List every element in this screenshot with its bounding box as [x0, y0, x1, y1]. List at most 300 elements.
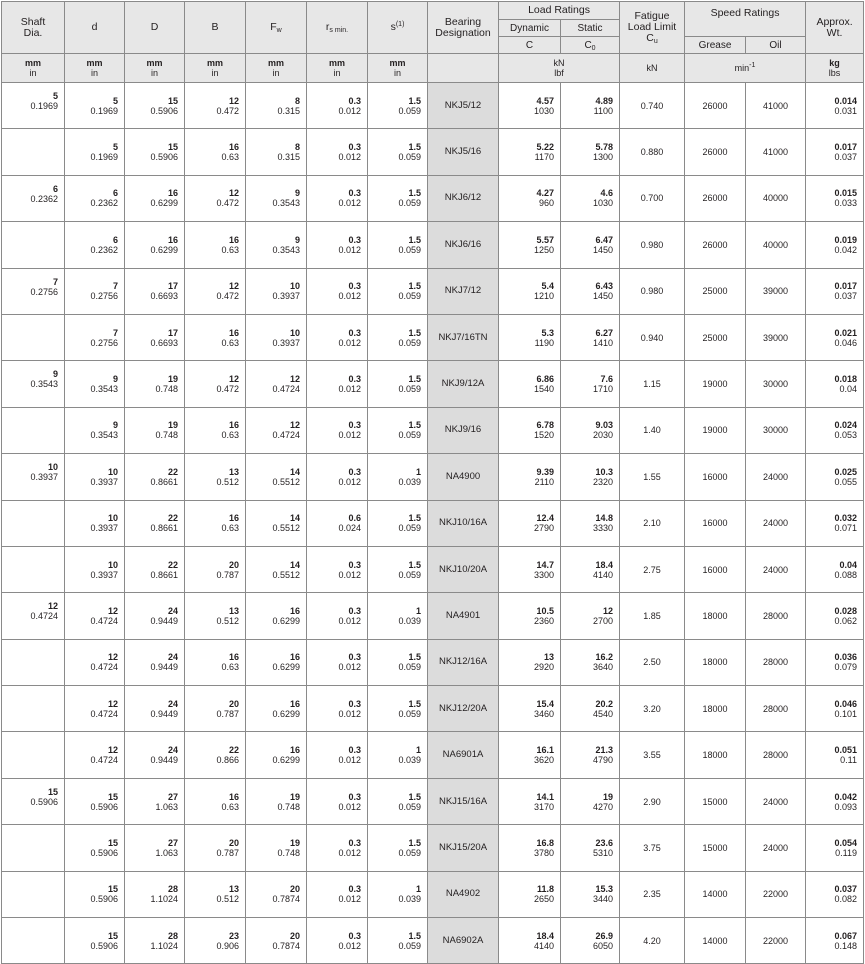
rs-cell [307, 175, 368, 221]
rs_in-value: 0.012 [338, 244, 361, 255]
D_in-value: 0.6299 [150, 198, 178, 209]
designation-cell: NKJ5/16 [428, 129, 499, 175]
s_in-value: 0.059 [398, 105, 421, 116]
wt_kg-value: 0.014 [834, 95, 858, 106]
C_kn-value: 9.39 [536, 466, 554, 477]
table-row [2, 129, 864, 175]
d_in-value: 0.1969 [90, 152, 118, 163]
rs_mm-value: 0.3 [348, 95, 361, 106]
shaft_in-value: 0.2756 [30, 286, 58, 297]
shaft_in-value: 0.2362 [30, 193, 58, 204]
s_mm-value: 1.5 [408, 95, 421, 106]
grease-cell: 18000 [685, 686, 746, 732]
table-row [2, 454, 864, 500]
oil-cell: 28000 [746, 593, 806, 639]
B_mm-value: 13 [228, 605, 239, 616]
B_mm-value: 12 [228, 95, 239, 106]
C0_kn-value: 6.43 [595, 281, 614, 292]
Fw_mm-value: 9 [294, 234, 300, 245]
D_in-value: 1.1024 [150, 894, 178, 905]
C_kn-value: 16.1 [536, 745, 554, 756]
Cu-cell: 3.75 [620, 825, 685, 871]
D-cell [125, 83, 185, 129]
grease-cell: 26000 [685, 222, 746, 268]
s_mm-value: 1 [415, 745, 421, 756]
D_mm-value: 24 [167, 745, 178, 756]
d-cell [65, 314, 125, 360]
oil-cell: 40000 [746, 175, 806, 221]
rs_in-value: 0.012 [338, 291, 361, 302]
designation-cell: NKJ7/16TN [428, 314, 499, 360]
wt_lbs-value: 0.071 [834, 523, 858, 534]
D-cell [125, 593, 185, 639]
rs_mm-value: 0.3 [348, 420, 361, 431]
header-d: d [65, 2, 125, 54]
B_in-value: 0.906 [216, 940, 239, 951]
unit-cell-weight: kg lbs [806, 54, 864, 83]
header-s: $s^{(1)}$ [368, 2, 428, 54]
rs_mm-value: 0.3 [348, 281, 361, 292]
s-cell [368, 732, 428, 778]
C_kn-value: 14.1 [536, 791, 554, 802]
B_mm-value: 23 [228, 930, 239, 941]
Cu-cell: 2.75 [620, 546, 685, 592]
wt_lbs-value: 0.046 [834, 337, 858, 348]
oil-cell: 40000 [746, 222, 806, 268]
rs_mm-value: 0.3 [348, 837, 361, 848]
d_mm-value: 5 [112, 95, 118, 106]
header-fatigue-load-limit: Fatigue Load Limit $C_u$ [620, 2, 685, 54]
s-cell [368, 639, 428, 685]
C0_lbf-value: 5310 [592, 847, 614, 858]
d_mm-value: 15 [107, 791, 118, 802]
C_kn-value: 14.7 [536, 559, 554, 570]
table-row [2, 361, 864, 407]
Cu-cell: 4.20 [620, 918, 685, 964]
designation-cell: NKJ15/16A [428, 778, 499, 824]
C0-cell [561, 871, 620, 917]
Fw_mm-value: 16 [289, 652, 300, 663]
rs_in-value: 0.012 [338, 615, 361, 626]
D_mm-value: 24 [167, 652, 178, 663]
designation-cell: NA6901A [428, 732, 499, 778]
wt_kg-value: 0.028 [834, 605, 858, 616]
shaft_in-value: 0.5906 [30, 796, 58, 807]
C0_lbf-value: 2030 [592, 430, 614, 441]
s_mm-value: 1 [415, 466, 421, 477]
oil-cell: 41000 [746, 129, 806, 175]
B_in-value: 0.63 [221, 152, 239, 163]
grease-cell: 19000 [685, 361, 746, 407]
unit-cell: mm in [368, 54, 428, 83]
C0_lbf-value: 1410 [592, 337, 614, 348]
Fw_in-value: 0.5512 [272, 476, 300, 487]
s_mm-value: 1 [415, 884, 421, 895]
rs-cell [307, 732, 368, 778]
D-cell [125, 175, 185, 221]
Fw-cell [246, 314, 307, 360]
C-cell [499, 268, 561, 314]
C0_lbf-value: 3330 [592, 523, 614, 534]
C-cell [499, 686, 561, 732]
d_mm-value: 6 [112, 188, 118, 199]
d_in-value: 0.3937 [90, 476, 118, 487]
rs_mm-value: 0.3 [348, 234, 361, 245]
wt_kg-cell [806, 129, 864, 175]
s_mm-value: 1.5 [408, 791, 421, 802]
B_in-value: 0.63 [221, 337, 239, 348]
D-cell [125, 361, 185, 407]
D_in-value: 0.6693 [150, 337, 178, 348]
table-row [2, 407, 864, 453]
wt_kg-cell [806, 454, 864, 500]
Fw_mm-value: 12 [289, 374, 300, 385]
Fw-cell [246, 268, 307, 314]
C0-cell [561, 314, 620, 360]
C_lbf-value: 3170 [533, 801, 554, 812]
C_lbf-value: 1170 [534, 152, 554, 163]
Fw_in-value: 0.6299 [272, 708, 300, 719]
header-load-ratings: Load Ratings [499, 2, 620, 20]
d-cell [65, 918, 125, 964]
d_in-value: 0.3543 [90, 384, 118, 395]
Cu-cell: 0.740 [620, 83, 685, 129]
C-cell [499, 454, 561, 500]
s_mm-value: 1.5 [408, 327, 421, 338]
B-cell [185, 732, 246, 778]
C0-cell [561, 222, 620, 268]
d_mm-value: 12 [107, 605, 118, 616]
C0-cell [561, 778, 620, 824]
grease-cell: 16000 [685, 546, 746, 592]
C0-cell [561, 593, 620, 639]
D_in-value: 0.8661 [150, 569, 178, 580]
shaft-cell [2, 593, 65, 639]
shaft-cell [2, 454, 65, 500]
grease-cell: 16000 [685, 454, 746, 500]
Fw_mm-value: 8 [294, 95, 300, 106]
C_kn-value: 12.4 [536, 513, 554, 524]
Fw_mm-value: 8 [294, 142, 300, 153]
d-cell [65, 268, 125, 314]
C_kn-value: 5.3 [541, 327, 554, 338]
grease-cell: 26000 [685, 83, 746, 129]
unit-cell-empty [428, 54, 499, 83]
header-B: B [185, 2, 246, 54]
d-cell [65, 361, 125, 407]
D_in-value: 0.6299 [150, 244, 178, 255]
table-row [2, 268, 864, 314]
wt_lbs-value: 0.082 [834, 894, 858, 905]
C-cell [499, 825, 561, 871]
rs-cell [307, 686, 368, 732]
designation-cell: NKJ10/16A [428, 500, 499, 546]
B_mm-value: 20 [228, 559, 239, 570]
rs-cell [307, 222, 368, 268]
C0-cell [561, 361, 620, 407]
header-grease: Grease [685, 37, 746, 54]
d-cell [65, 222, 125, 268]
C0_kn-value: 20.2 [595, 698, 614, 709]
Fw_mm-value: 14 [289, 513, 300, 524]
wt_kg-value: 0.025 [834, 466, 858, 477]
D_mm-value: 17 [167, 281, 178, 292]
wt_kg-value: 0.032 [834, 513, 858, 524]
wt_kg-value: 0.037 [834, 884, 858, 895]
s_in-value: 0.059 [398, 152, 421, 163]
Fw_in-value: 0.5512 [272, 523, 300, 534]
D_mm-value: 16 [167, 188, 178, 199]
C_lbf-value: 1190 [534, 337, 554, 348]
s-cell [368, 222, 428, 268]
Cu-cell: 2.10 [620, 500, 685, 546]
D_mm-value: 22 [167, 466, 178, 477]
oil-cell: 30000 [746, 361, 806, 407]
s_in-value: 0.059 [398, 847, 421, 858]
Fw-cell [246, 175, 307, 221]
Fw_in-value: 0.6299 [272, 615, 300, 626]
Fw_in-value: 0.315 [277, 152, 300, 163]
C0_lbf-value: 2320 [592, 476, 614, 487]
rs_mm-value: 0.3 [348, 374, 361, 385]
s-cell [368, 546, 428, 592]
wt_lbs-value: 0.119 [835, 847, 858, 858]
table-row [2, 83, 864, 129]
C0_kn-value: 21.3 [595, 745, 614, 756]
s-cell [368, 83, 428, 129]
s-cell [368, 454, 428, 500]
shaft_mm-value: 9 [52, 369, 58, 380]
B_mm-value: 16 [228, 234, 239, 245]
Fw-cell [246, 361, 307, 407]
Fw-cell [246, 500, 307, 546]
designation-cell: NA4901 [428, 593, 499, 639]
C0_lbf-value: 1450 [592, 244, 614, 255]
d_in-value: 0.5906 [90, 801, 118, 812]
designation-cell: NKJ9/16 [428, 407, 499, 453]
Fw_in-value: 0.7874 [272, 940, 300, 951]
Fw_in-value: 0.315 [277, 105, 300, 116]
d_mm-value: 12 [107, 652, 118, 663]
s_in-value: 0.059 [398, 337, 421, 348]
table-row [2, 871, 864, 917]
rs_in-value: 0.012 [338, 755, 361, 766]
wt_kg-value: 0.015 [834, 188, 858, 199]
C0_kn-value: 7.6 [600, 374, 614, 385]
D-cell [125, 871, 185, 917]
Fw-cell [246, 593, 307, 639]
shaft-cell [2, 175, 65, 221]
shaft-cell [2, 639, 65, 685]
s_mm-value: 1.5 [408, 142, 421, 153]
D_mm-value: 27 [167, 837, 178, 848]
C-cell [499, 129, 561, 175]
B-cell [185, 222, 246, 268]
D-cell [125, 918, 185, 964]
unit-cell-speed: $\min^{-1}$ [685, 54, 806, 83]
wt_kg-value: 0.046 [834, 698, 858, 709]
C_kn-value: 6.78 [536, 420, 554, 431]
rs_in-value: 0.012 [338, 801, 361, 812]
rs-cell [307, 361, 368, 407]
B_in-value: 0.866 [216, 755, 239, 766]
rs_in-value: 0.012 [338, 569, 361, 580]
s_mm-value: 1.5 [408, 698, 421, 709]
s-cell [368, 871, 428, 917]
Cu-cell: 0.940 [620, 314, 685, 360]
rs_mm-value: 0.3 [348, 327, 361, 338]
D_in-value: 0.5906 [150, 152, 178, 163]
D_mm-value: 19 [167, 420, 178, 431]
s_mm-value: 1.5 [408, 559, 421, 570]
B_mm-value: 12 [228, 374, 239, 385]
grease-cell: 16000 [685, 500, 746, 546]
C-cell [499, 639, 561, 685]
designation-cell: NKJ6/12 [428, 175, 499, 221]
C_kn-value: 5.22 [536, 142, 554, 153]
designation-cell: NA4900 [428, 454, 499, 500]
oil-cell: 28000 [746, 732, 806, 778]
Fw_in-value: 0.6299 [272, 662, 300, 673]
C_kn-value: 4.27 [536, 188, 554, 199]
wt_kg-cell [806, 222, 864, 268]
s_in-value: 0.059 [398, 940, 421, 951]
C-cell [499, 918, 561, 964]
Fw_in-value: 0.3543 [272, 244, 300, 255]
C0_lbf-value: 1450 [592, 291, 614, 302]
C0-cell [561, 825, 620, 871]
wt_lbs-value: 0.088 [834, 569, 858, 580]
d_mm-value: 15 [107, 884, 118, 895]
rs-cell [307, 546, 368, 592]
s-cell [368, 686, 428, 732]
D_mm-value: 17 [167, 327, 178, 338]
s_mm-value: 1.5 [408, 281, 421, 292]
wt_kg-cell [806, 500, 864, 546]
Fw-cell [246, 639, 307, 685]
wt_lbs-value: 0.093 [834, 801, 858, 812]
D-cell [125, 778, 185, 824]
shaft_in-value: 0.1969 [30, 101, 58, 111]
wt_kg-value: 0.051 [834, 745, 858, 756]
C0_kn-value: 14.8 [595, 513, 614, 524]
s-cell [368, 129, 428, 175]
D_in-value: 0.8661 [150, 523, 178, 534]
B-cell [185, 593, 246, 639]
C_lbf-value: 4140 [533, 940, 554, 951]
B-cell [185, 268, 246, 314]
designation-cell: NA4902 [428, 871, 499, 917]
s_in-value: 0.059 [398, 662, 421, 673]
D_mm-value: 24 [167, 605, 178, 616]
s-cell [368, 918, 428, 964]
grease-cell: 26000 [685, 129, 746, 175]
B_in-value: 0.787 [216, 847, 239, 858]
wt_kg-cell [806, 268, 864, 314]
shaft-cell [2, 500, 65, 546]
rs_in-value: 0.012 [338, 337, 361, 348]
d_in-value: 0.3937 [90, 523, 118, 534]
B_mm-value: 16 [228, 652, 239, 663]
wt_lbs-value: 0.148 [834, 940, 858, 951]
s_in-value: 0.059 [398, 708, 421, 719]
C0-cell [561, 83, 620, 129]
C_lbf-value: 3780 [533, 847, 554, 858]
table-row [2, 546, 864, 592]
rs_mm-value: 0.3 [348, 188, 361, 199]
wt_lbs-value: 0.033 [834, 198, 858, 209]
C_kn-value: 15.4 [536, 698, 554, 709]
Fw_mm-value: 14 [289, 559, 300, 570]
d_in-value: 0.2756 [90, 291, 118, 302]
d-cell [65, 546, 125, 592]
D_in-value: 0.6693 [150, 291, 178, 302]
d_mm-value: 10 [107, 513, 118, 524]
table-header [2, 2, 864, 54]
C_lbf-value: 3620 [533, 755, 554, 766]
s_in-value: 0.059 [398, 384, 421, 395]
grease-cell: 18000 [685, 639, 746, 685]
C_lbf-value: 1030 [533, 105, 554, 116]
B-cell [185, 129, 246, 175]
grease-cell: 25000 [685, 268, 746, 314]
Fw_mm-value: 20 [289, 930, 300, 941]
shaft_mm-value: 10 [47, 462, 58, 473]
Cu-cell: 1.55 [620, 454, 685, 500]
rs_in-value: 0.012 [338, 476, 361, 487]
Cu-cell: 2.90 [620, 778, 685, 824]
d_mm-value: 7 [112, 327, 118, 338]
B-cell [185, 314, 246, 360]
C_lbf-value: 1540 [533, 384, 554, 395]
C_kn-value: 18.4 [536, 930, 554, 941]
C_kn-value: 5.57 [536, 234, 554, 245]
oil-cell: 22000 [746, 871, 806, 917]
B-cell [185, 500, 246, 546]
d_mm-value: 9 [112, 420, 118, 431]
C_lbf-value: 1210 [533, 291, 554, 302]
d_mm-value: 6 [112, 234, 118, 245]
rs_in-value: 0.012 [338, 105, 361, 116]
wt_kg-cell [806, 361, 864, 407]
oil-cell: 24000 [746, 454, 806, 500]
D_in-value: 0.9449 [150, 615, 178, 626]
D-cell [125, 686, 185, 732]
d_in-value: 0.5906 [90, 940, 118, 951]
d_in-value: 0.1969 [90, 105, 118, 116]
C0_lbf-value: 1300 [592, 152, 614, 163]
Fw_in-value: 0.3937 [272, 337, 300, 348]
grease-cell: 25000 [685, 314, 746, 360]
table-row [2, 732, 864, 778]
wt_kg-cell [806, 546, 864, 592]
Fw-cell [246, 686, 307, 732]
B_in-value: 0.472 [216, 198, 239, 209]
C-cell [499, 546, 561, 592]
s_mm-value: 1.5 [408, 420, 421, 431]
d_mm-value: 15 [107, 837, 118, 848]
d-cell [65, 175, 125, 221]
grease-cell: 18000 [685, 732, 746, 778]
d-cell [65, 686, 125, 732]
s-cell [368, 593, 428, 639]
C0_kn-value: 19 [603, 791, 614, 802]
wt_kg-cell [806, 314, 864, 360]
s-cell [368, 778, 428, 824]
grease-cell: 14000 [685, 871, 746, 917]
Fw_in-value: 0.4724 [272, 384, 300, 395]
header-C0: $C_0$ [561, 37, 620, 54]
